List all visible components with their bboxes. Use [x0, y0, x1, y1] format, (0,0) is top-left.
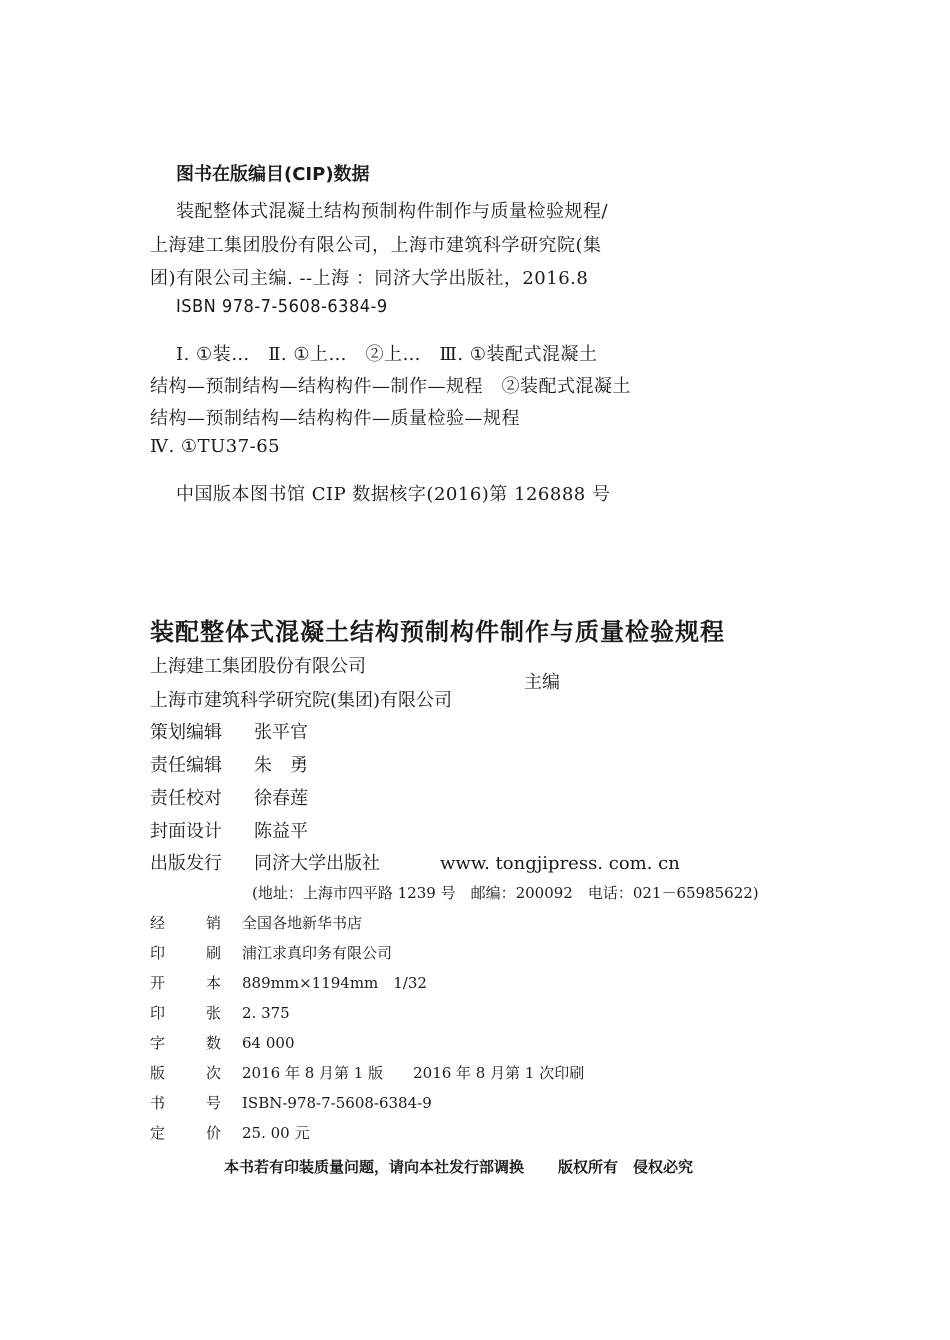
spec-label-b: 数 — [206, 1034, 222, 1052]
cip-line-subject-2: 结构—预制结构—结构构件—制作—规程 ②装配式混凝土 — [150, 376, 631, 397]
spec-value: 889mm×1194mm 1/32 — [242, 974, 427, 992]
cip-line-isbn: ISBN 978-7-5608-6384-9 — [176, 296, 388, 317]
spec-label-a: 字 — [150, 1034, 166, 1052]
spec-price — [150, 1122, 309, 1143]
credit-cover-design — [150, 817, 308, 843]
spec-sheets — [150, 1002, 290, 1023]
spec-label-b: 本 — [206, 974, 222, 992]
editor-org-2: 上海市建筑科学研究院(集团)有限公司 — [150, 690, 453, 711]
spec-value: 全国各地新华书店 — [242, 914, 363, 932]
credit-planning-editor — [150, 718, 308, 744]
credit-label: 责任校对 — [150, 788, 222, 809]
spec-label-b: 价 — [206, 1124, 222, 1142]
credit-value: 朱 勇 — [254, 755, 308, 776]
credit-value: 陈益平 — [254, 821, 308, 842]
spec-label-b: 刷 — [206, 944, 222, 962]
credit-label: 责任编辑 — [150, 755, 222, 776]
cip-line-record: 中国版本图书馆 CIP 数据核字(2016)第 126888 号 — [176, 484, 611, 505]
spec-label-b: 次 — [206, 1064, 222, 1082]
spec-format — [150, 972, 427, 993]
spec-label-a: 版 — [150, 1064, 166, 1082]
cip-heading: 图书在版编目(CIP)数据 — [176, 164, 370, 185]
spec-book-number — [150, 1092, 432, 1113]
credit-label: 封面设计 — [150, 821, 222, 842]
spec-word-count — [150, 1032, 295, 1053]
footer-rights: 版权所有 侵权必究 — [558, 1158, 694, 1176]
spec-edition — [150, 1062, 584, 1083]
spec-value: 浦江求真印务有限公司 — [242, 944, 393, 962]
spec-distributor — [150, 912, 362, 933]
publisher-label: 出版发行 — [150, 853, 222, 874]
book-title: 装配整体式混凝土结构预制构件制作与质量检验规程 — [150, 618, 725, 646]
spec-label-b: 销 — [206, 914, 222, 932]
cip-line-classification: Ⅳ. ①TU37-65 — [150, 436, 281, 457]
spec-value: 2016 年 8 月第 1 版 2016 年 8 月第 1 次印刷 — [242, 1064, 585, 1082]
credit-label: 策划编辑 — [150, 722, 222, 743]
cip-line-title: 装配整体式混凝土结构预制构件制作与质量检验规程/ — [176, 201, 609, 222]
spec-value: 25. 00 元 — [242, 1124, 310, 1142]
spec-value: 2. 375 — [242, 1004, 290, 1022]
spec-label-a: 开 — [150, 974, 166, 992]
spec-label-b: 张 — [206, 1004, 222, 1022]
spec-printer — [150, 942, 392, 963]
credit-value: 徐春莲 — [254, 788, 308, 809]
footer-notice: 本书若有印装质量问题，请向本社发行部调换 — [224, 1158, 525, 1176]
cip-line-subject-3: 结构—预制结构—结构构件—质量检验—规程 — [150, 408, 520, 429]
spec-value: 64 000 — [242, 1034, 295, 1052]
publisher-address: (地址：上海市四平路 1239 号 邮编：200092 电话：021－65985622) — [252, 884, 759, 902]
editor-org-1: 上海建工集团股份有限公司 — [150, 656, 366, 677]
footer — [224, 1156, 693, 1177]
spec-label-a: 印 — [150, 944, 166, 962]
publisher-name: 同济大学出版社 — [254, 853, 380, 874]
cip-line-authors: 上海建工集团股份有限公司，上海市建筑科学研究院(集 — [150, 235, 602, 256]
spec-value: ISBN-978-7-5608-6384-9 — [242, 1094, 432, 1112]
spec-label-a: 印 — [150, 1004, 166, 1022]
credit-proofreader — [150, 784, 308, 810]
spec-label-a: 定 — [150, 1124, 166, 1142]
editor-role: 主编 — [524, 672, 560, 693]
cip-line-imprint: 团)有限公司主编. --上海 ：同济大学出版社，2016.8 — [150, 268, 589, 289]
cip-line-subject-1: Ⅰ. ①装… Ⅱ. ①上… ②上… Ⅲ. ①装配式混凝土 — [176, 344, 598, 365]
publisher-row — [150, 849, 680, 875]
credit-responsible-editor — [150, 751, 308, 777]
publisher-website: www. tongjipress. com. cn — [440, 853, 680, 874]
credit-value: 张平官 — [254, 722, 308, 743]
spec-label-b: 号 — [206, 1094, 222, 1112]
spec-label-a: 经 — [150, 914, 166, 932]
spec-label-a: 书 — [150, 1094, 166, 1112]
